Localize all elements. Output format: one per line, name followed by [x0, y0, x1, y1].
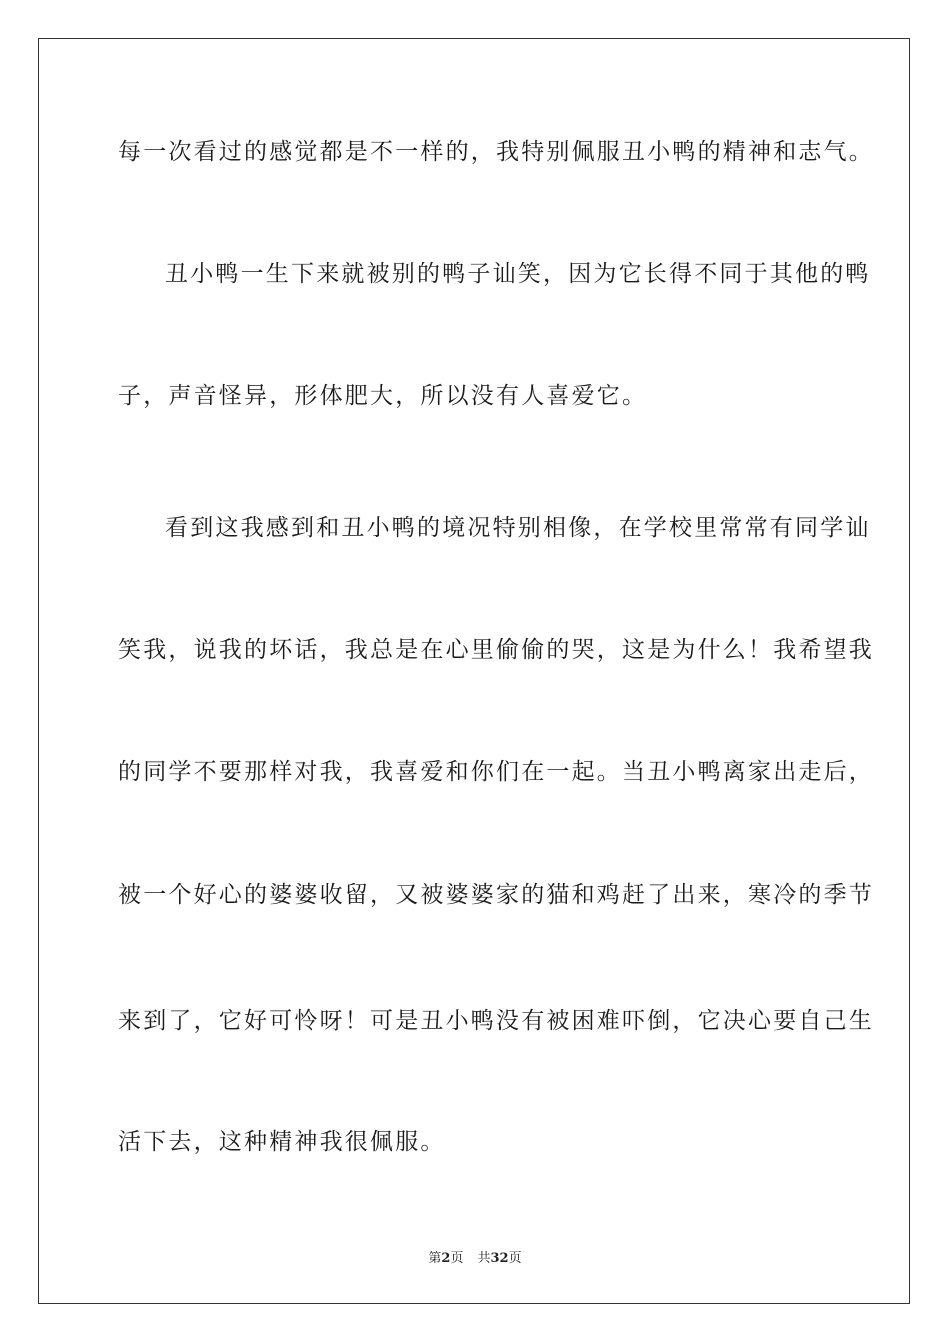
text-line: 笑我，说我的坏话，我总是在心里偷偷的哭，这是为什么！我希望我	[118, 637, 874, 663]
total-prefix: 共	[477, 1251, 491, 1266]
text-line: 每一次看过的感觉都是不一样的，我特别佩服丑小鸭的精神和志气。	[118, 139, 874, 165]
text-line: 活下去，这种精神我很佩服。	[118, 1129, 446, 1155]
text-line: 丑小鸭一生下来就被别的鸭子讪笑，因为它长得不同于其他的鸭	[165, 261, 871, 287]
page-prefix: 第	[428, 1251, 442, 1266]
total-suffix: 页	[508, 1251, 522, 1266]
text-line: 看到这我感到和丑小鸭的境况特别相像，在学校里常常有同学讪	[165, 515, 871, 541]
page-number: 2	[441, 1251, 451, 1266]
text-line: 来到了，它好可怜呀！可是丑小鸭没有被困难吓倒，它决心要自己生	[118, 1008, 874, 1034]
text-line: 的同学不要那样对我，我喜爱和你们在一起。当丑小鸭离家出走后，	[118, 759, 874, 785]
total-pages: 32	[490, 1251, 509, 1266]
page-suffix: 页	[450, 1251, 464, 1266]
page-border	[38, 38, 910, 1304]
page-footer	[0, 1247, 950, 1266]
text-line: 被一个好心的婆婆收留，又被婆婆家的猫和鸡赶了出来，寒冷的季节	[118, 882, 874, 908]
text-line: 子，声音怪异，形体肥大，所以没有人喜爱它。	[118, 383, 648, 409]
